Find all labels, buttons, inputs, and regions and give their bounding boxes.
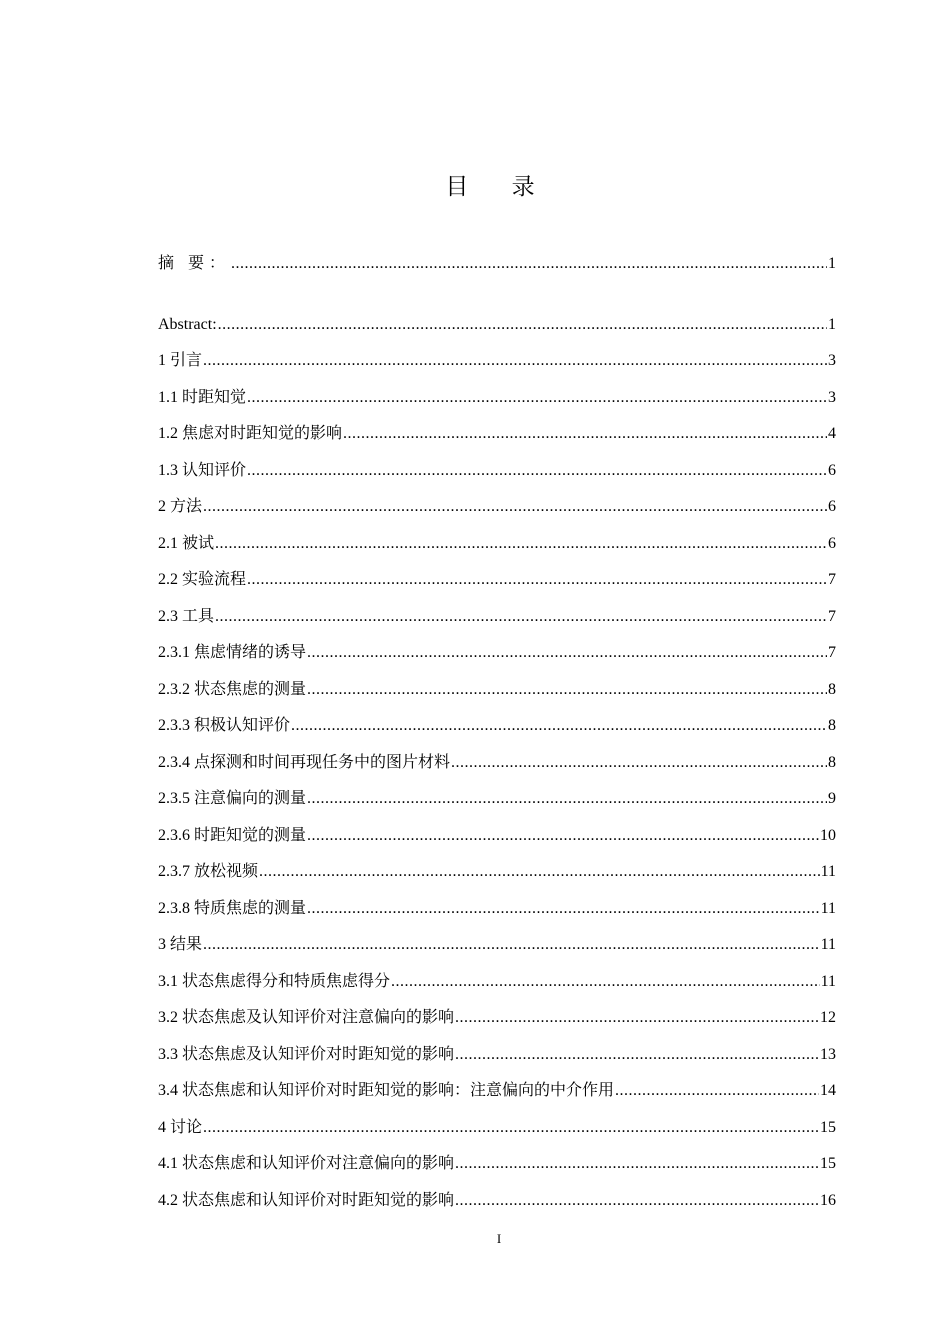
toc-entry-label: 2.3.1 焦虑情绪的诱导 — [158, 644, 307, 661]
toc-entry-label: 1.2 焦虑对时距知觉的影响 — [158, 425, 343, 442]
toc-entry-label: 2.3.8 特质焦虑的测量 — [158, 900, 307, 917]
toc-entry-page: 6 — [828, 462, 836, 479]
page-number-footer: I — [496, 1231, 502, 1246]
toc-entry-page: 4 — [828, 425, 836, 442]
toc-dot-leader — [291, 714, 827, 738]
toc-dot-leader — [455, 1006, 819, 1030]
toc-entry[interactable] — [158, 1043, 836, 1067]
toc-entry-page: 9 — [828, 790, 836, 807]
toc-entry-page: 10 — [820, 827, 836, 844]
toc-entry-label: 1.1 时距知觉 — [158, 389, 247, 406]
toc-entry-page: 3 — [828, 389, 836, 406]
toc-dot-leader — [455, 1043, 819, 1067]
toc-entry-page: 11 — [820, 900, 836, 917]
toc-dot-leader — [307, 678, 827, 702]
toc-entry-label: 4.2 状态焦虑和认知评价对时距知觉的影响 — [158, 1192, 455, 1209]
toc-entry-label: 2.3.2 状态焦虑的测量 — [158, 681, 307, 698]
toc-entry[interactable] — [158, 532, 836, 556]
toc-dot-leader — [391, 970, 820, 994]
toc-entry[interactable] — [158, 787, 836, 811]
toc-dot-leader — [203, 933, 820, 957]
toc-dot-leader — [307, 787, 827, 811]
toc-entry-page: 14 — [820, 1082, 836, 1099]
toc-entry-label: 4.1 状态焦虑和认知评价对注意偏向的影响 — [158, 1155, 455, 1172]
toc-entry[interactable] — [158, 1116, 836, 1140]
toc-entry-label: 2.3.7 放松视频 — [158, 863, 259, 880]
toc-entry-label: 3.4 状态焦虑和认知评价对时距知觉的影响：注意偏向的中介作用 — [158, 1082, 615, 1099]
toc-entry-label: 3.3 状态焦虑及认知评价对时距知觉的影响 — [158, 1046, 455, 1063]
toc-entry-page: 11 — [820, 863, 836, 880]
toc-entry-page: 7 — [828, 608, 836, 625]
toc-entry-label: 2 方法 — [158, 498, 203, 515]
toc-dot-leader — [307, 897, 820, 921]
toc-dot-leader — [259, 860, 820, 884]
toc-entry[interactable] — [158, 1152, 836, 1176]
toc-dot-leader — [203, 349, 827, 373]
toc-dot-leader — [218, 313, 827, 337]
toc-entry-label: 2.3.3 积极认知评价 — [158, 717, 291, 734]
toc-entry-label: 摘 要： — [158, 255, 231, 272]
toc-entry-label: 2.2 实验流程 — [158, 571, 247, 588]
toc-entry-page: 12 — [820, 1009, 836, 1026]
toc-entry-page: 11 — [820, 973, 836, 990]
toc-entry-label: 3.1 状态焦虑得分和特质焦虑得分 — [158, 973, 391, 990]
toc-entry[interactable] — [158, 349, 836, 373]
toc-entry-page: 3 — [828, 352, 836, 369]
toc-entry[interactable] — [158, 605, 836, 629]
toc-entry-label: 2.3.5 注意偏向的测量 — [158, 790, 307, 807]
toc-entry-page: 8 — [828, 717, 836, 734]
toc-entry-page: 15 — [820, 1119, 836, 1136]
toc-entry[interactable] — [158, 495, 836, 519]
toc-entry-label: 3 结果 — [158, 936, 203, 953]
toc-entry-label: 2.3 工具 — [158, 608, 215, 625]
toc-entry-abstract-en[interactable] — [158, 313, 836, 337]
toc-dot-leader — [247, 568, 827, 592]
toc-entry[interactable] — [158, 1006, 836, 1030]
toc-entry-label: 1.3 认知评价 — [158, 462, 247, 479]
toc-entry[interactable] — [158, 641, 836, 665]
toc-entry[interactable] — [158, 970, 836, 994]
toc-entry-page: 13 — [820, 1046, 836, 1063]
toc-dot-leader — [455, 1189, 819, 1213]
toc-entry-label: 2.3.6 时距知觉的测量 — [158, 827, 307, 844]
toc-entry[interactable] — [158, 751, 836, 775]
toc-entry-label: 3.2 状态焦虑及认知评价对注意偏向的影响 — [158, 1009, 455, 1026]
toc-entry-page: 6 — [828, 498, 836, 515]
toc-entry-label: Abstract: — [158, 316, 217, 333]
toc-entry-page: 15 — [820, 1155, 836, 1172]
toc-dot-leader — [247, 459, 827, 483]
toc-entry[interactable] — [158, 714, 836, 738]
toc-entry-page: 16 — [820, 1192, 836, 1209]
toc-dot-leader — [215, 532, 827, 556]
toc-dot-leader — [615, 1079, 819, 1103]
toc-entry[interactable] — [158, 860, 836, 884]
toc-dot-leader — [343, 422, 827, 446]
toc-entry-label: 2.1 被试 — [158, 535, 215, 552]
toc-entry-abstract-cn[interactable] — [158, 252, 836, 276]
page-title: 目 录 — [445, 174, 553, 200]
toc-entry-page: 11 — [820, 936, 836, 953]
toc-entry-page: 8 — [828, 681, 836, 698]
toc-entry-label: 4 讨论 — [158, 1119, 203, 1136]
toc-dot-leader — [307, 641, 827, 665]
toc-entry-page: 1 — [828, 255, 836, 272]
toc-dot-leader — [203, 495, 827, 519]
toc-dot-leader — [231, 252, 827, 276]
toc-dot-leader — [247, 386, 827, 410]
toc-dot-leader — [451, 751, 827, 775]
toc-dot-leader — [203, 1116, 819, 1140]
toc-entry[interactable] — [158, 459, 836, 483]
toc-entry-label: 2.3.4 点探测和时间再现任务中的图片材料 — [158, 754, 451, 771]
toc-entry[interactable] — [158, 678, 836, 702]
toc-dot-leader — [215, 605, 827, 629]
toc-dot-leader — [307, 824, 819, 848]
toc-entry-page: 7 — [828, 571, 836, 588]
toc-entry[interactable] — [158, 422, 836, 446]
toc-entry-page: 1 — [828, 316, 836, 333]
toc-entry[interactable] — [158, 897, 836, 921]
toc-entry-page: 6 — [828, 535, 836, 552]
toc-entry[interactable] — [158, 1189, 836, 1213]
toc-entry-page: 8 — [828, 754, 836, 771]
toc-dot-leader — [455, 1152, 819, 1176]
toc-entry-label: 1 引言 — [158, 352, 203, 369]
toc-entry[interactable] — [158, 1079, 836, 1103]
toc-entry[interactable] — [158, 568, 836, 592]
toc-entry-page: 7 — [828, 644, 836, 661]
toc-entry[interactable] — [158, 824, 836, 848]
toc-entry[interactable] — [158, 386, 836, 410]
toc-entry[interactable] — [158, 933, 836, 957]
